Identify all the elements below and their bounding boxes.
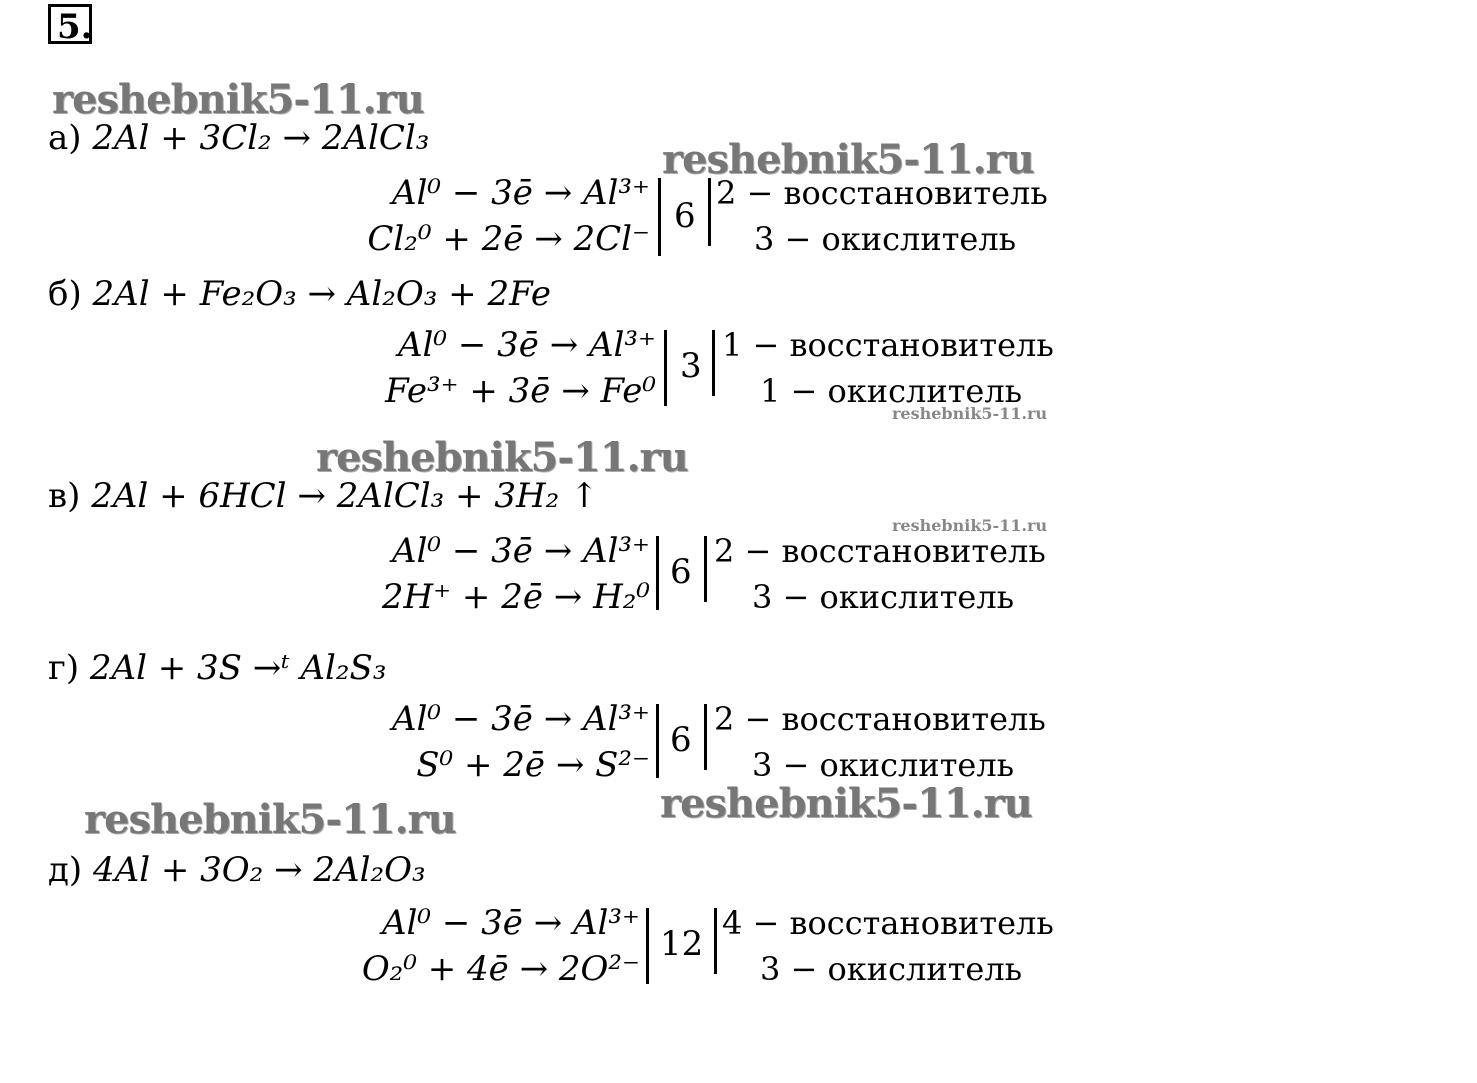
balance-bar [664, 330, 667, 406]
equation-text: 2Al + Fe₂O₃ → Al₂O₃ + 2Fe [92, 274, 551, 314]
watermark: reshebnik5-11.ru [892, 516, 1048, 535]
half-reaction-oxidation: Al⁰ − 3ē → Al³⁺ [391, 173, 650, 213]
watermark: reshebnik5-11.ru [52, 76, 424, 123]
watermark: reshebnik5-11.ru [660, 780, 1032, 827]
role-oxidizer: 3 − окислитель [752, 578, 1015, 616]
watermark: reshebnik5-11.ru [892, 404, 1048, 423]
electron-lcm: 6 [674, 196, 696, 236]
balance-bar [714, 908, 717, 974]
reaction-equation [48, 648, 386, 688]
role-reducer: 2 − восстановитель [714, 700, 1046, 738]
role-oxidizer: 3 − окислитель [760, 950, 1023, 988]
roles [716, 170, 1048, 262]
balance-bar [704, 704, 707, 770]
reaction-label: а) [48, 118, 82, 158]
reaction-equation [48, 118, 429, 158]
reaction-label: б) [48, 274, 82, 314]
reaction-label: г) [48, 648, 80, 688]
balance-bar [708, 178, 711, 246]
equation-text: 2Al + 3S →ᵗ Al₂S₃ [89, 648, 387, 688]
half-reaction-reduction: 2H⁺ + 2ē → H₂⁰ [381, 577, 650, 617]
half-reaction-reduction: S⁰ + 2ē → S²⁻ [416, 745, 650, 785]
half-reaction-reduction: Fe³⁺ + 3ē → Fe⁰ [385, 371, 656, 411]
role-oxidizer: 1 − окислитель [760, 372, 1023, 410]
task-number: 5. [48, 4, 92, 44]
roles [722, 322, 1054, 414]
half-reaction-oxidation: Al⁰ − 3ē → Al³⁺ [397, 325, 656, 365]
watermark: reshebnik5-11.ru [84, 796, 456, 843]
watermark: reshebnik5-11.ru [316, 434, 688, 481]
role-oxidizer: 3 − окислитель [754, 220, 1017, 258]
electron-lcm: 6 [670, 552, 692, 592]
half-reaction-reduction: Cl₂⁰ + 2ē → 2Cl⁻ [367, 219, 650, 259]
role-reducer: 4 − восстановитель [722, 904, 1054, 942]
balance-bar [646, 908, 649, 984]
roles [714, 528, 1046, 620]
reaction-label: д) [48, 850, 83, 890]
half-reaction-oxidation: Al⁰ − 3ē → Al³⁺ [391, 699, 650, 739]
half-reaction-oxidation: Al⁰ − 3ē → Al³⁺ [381, 903, 640, 943]
reaction-equation [48, 850, 426, 890]
equation-text: 4Al + 3O₂ → 2Al₂O₃ [93, 850, 426, 890]
watermark: reshebnik5-11.ru [662, 136, 1034, 183]
electron-lcm: 3 [680, 346, 702, 386]
roles [714, 696, 1046, 788]
balance-bar [656, 536, 659, 610]
roles [722, 900, 1054, 992]
electron-lcm: 6 [670, 720, 692, 760]
role-oxidizer: 3 − окислитель [752, 746, 1015, 784]
role-reducer: 1 − восстановитель [722, 326, 1054, 364]
role-reducer: 2 − восстановитель [714, 532, 1046, 570]
reaction-equation [48, 476, 599, 516]
electron-lcm: 12 [660, 924, 704, 964]
role-reducer: 2 − восстановитель [716, 174, 1048, 212]
balance-bar [658, 178, 661, 256]
equation-text: 2Al + 6HCl → 2AlCl₃ + 3H₂ ↑ [91, 476, 599, 516]
reaction-equation [48, 274, 551, 314]
balance-bar [704, 536, 707, 602]
half-reaction-reduction: O₂⁰ + 4ē → 2O²⁻ [361, 949, 640, 989]
reaction-label: в) [48, 476, 81, 516]
balance-bar [656, 704, 659, 778]
balance-bar [712, 330, 715, 396]
equation-text: 2Al + 3Cl₂ → 2AlCl₃ [92, 118, 430, 158]
half-reaction-oxidation: Al⁰ − 3ē → Al³⁺ [391, 531, 650, 571]
